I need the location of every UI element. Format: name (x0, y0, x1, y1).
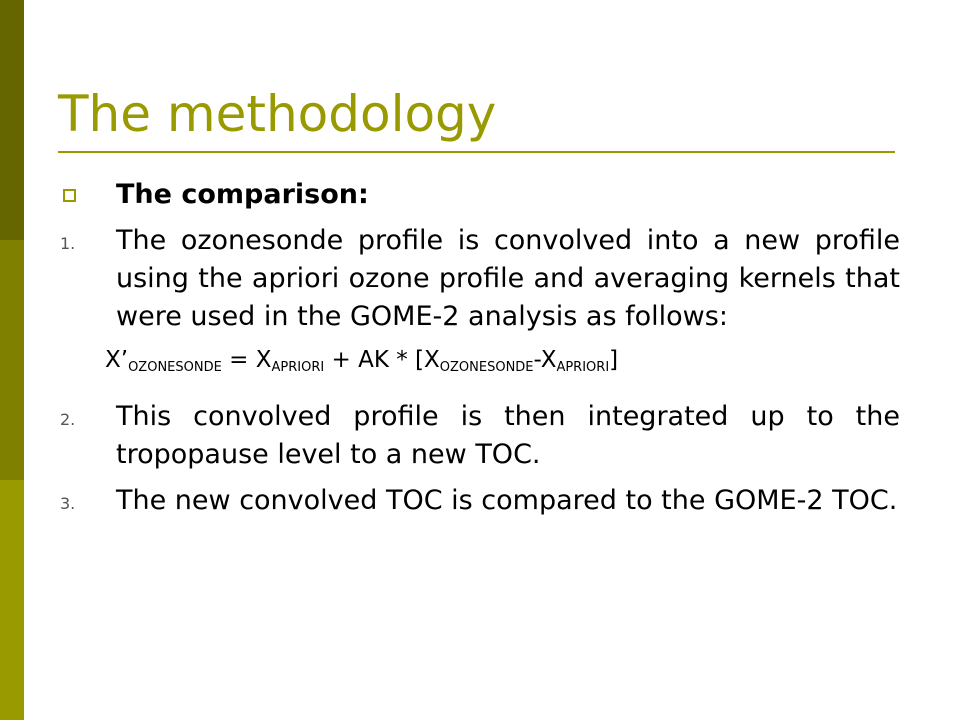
equation-minus: - (533, 347, 541, 373)
accent-bar-segment-bottom (0, 480, 24, 720)
list-item-number: 1. (60, 234, 76, 253)
title-divider (58, 151, 895, 153)
equation-term2-subscript: OZONESONDE (439, 360, 534, 375)
list-item-text: This convolved profile is then integrated up to the tropopause level to a new TOC. (116, 401, 900, 470)
section-heading: The comparison: (116, 179, 369, 210)
equation-term2-symbol: X (424, 347, 440, 373)
equation-term1-subscript: APRIORI (271, 360, 325, 375)
list-item (60, 482, 900, 520)
left-accent-bar (0, 0, 24, 720)
equation (60, 344, 900, 384)
slide-title: The methodology (58, 85, 497, 143)
equation-term3-symbol: X (540, 347, 557, 373)
slide-content (60, 176, 900, 528)
square-outline-bullet-icon (63, 189, 76, 202)
list-item (60, 398, 900, 474)
list-item (60, 222, 900, 336)
equation-close: ] (609, 347, 619, 373)
list-item-text: The new convolved TOC is compared to the GOME-2 TOC. (116, 485, 898, 516)
list-item-number: 2. (60, 410, 76, 429)
accent-bar-segment-middle (0, 240, 24, 480)
equation-middle: + AK * [ (324, 347, 425, 373)
section-heading-row (60, 176, 900, 214)
equation-term3-subscript: APRIORI (556, 360, 610, 375)
equation-term1-symbol: X (255, 347, 272, 373)
equation-equals: = (221, 347, 256, 373)
list-item-number: 3. (60, 494, 76, 513)
accent-bar-segment-top (0, 0, 24, 240)
list-item-text: The ozonesonde profile is convolved into a new profile using the apriori ozone profile and averaging kernels that were used in the GOME-2 analysis as follows: (116, 225, 900, 332)
equation-lhs-symbol: X’ (105, 347, 129, 373)
equation-lhs-subscript: OZONESONDE (128, 360, 222, 375)
